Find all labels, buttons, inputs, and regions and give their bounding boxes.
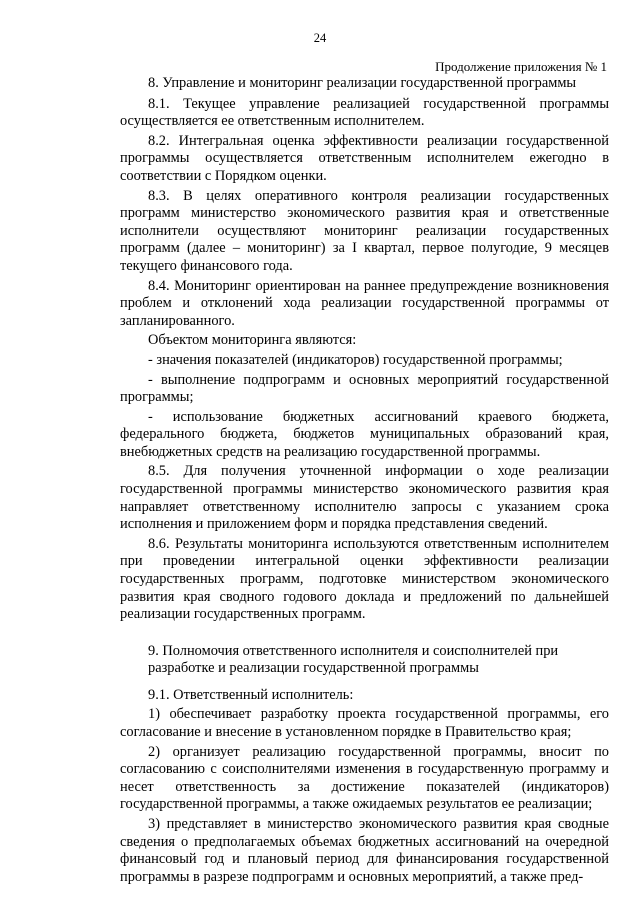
appendix-continuation-label: Продолжение приложения № 1 — [435, 59, 607, 74]
paragraph-8-5: 8.5. Для получения уточненной информации о ходе реализации государственной программы министерство экономического развития края направляет ответственному исполнителю запросы с указанием срока исполнения и приложением форм и порядка представления сведений. — [120, 463, 609, 533]
paragraph-8-3: 8.3. В целях оперативного контроля реализации государственных программ министерство экономического развития края и ответственные исполнители осуществляют мониторинг реализации государственных программ (далее – мониторинг) за I квартал, первое полугодие, 9 месяцев текущего финансового года. — [120, 187, 609, 274]
section-8-heading: 8. Управление и мониторинг реализации государственной программы — [148, 75, 577, 91]
paragraph-9-1: 9.1. Ответственный исполнитель: — [148, 686, 354, 703]
paragraph-8-4: 8.4. Мониторинг ориентирован на раннее предупреждение возникновения проблем и отклонений хода реализации государственной программы от запланированного. — [120, 277, 609, 329]
section-9-heading-text: 9. Полномочия ответственного исполнителя и соисполнителей при разработке и реализации государственной программы — [148, 642, 559, 676]
monitoring-objects-intro: Объектом мониторинга являются: — [148, 332, 357, 349]
page-number: 24 — [313, 31, 327, 45]
document-body — [120, 75, 609, 888]
monitoring-object-item: - использование бюджетных ассигнований краевого бюджета, федерального бюджета, бюджетов муниципальных образований края, внебюджетных средств на реализацию государственной программы. — [120, 408, 609, 460]
section-9-heading — [120, 643, 609, 677]
monitoring-object-item: - выполнение подпрограмм и основных мероприятий государственной программы; — [120, 371, 609, 406]
duty-item: 1) обеспечивает разработку проекта государственной программы, его согласование и внесение в установленном порядке в Правительство края; — [120, 706, 609, 740]
monitoring-object-item: - значения показателей (индикаторов) государственной программы; — [148, 351, 563, 368]
paragraph-8-1: 8.1. Текущее управление реализацией государственной программы осуществляется ее ответственным исполнителем. — [120, 95, 609, 130]
duty-item: 2) организует реализацию государственной программы, вносит по согласованию с соисполнителями изменения в государственную программу и несет ответственность за достижение показателей (индикаторов) государственной программы, а также ожидаемых результатов ее реализации; — [120, 743, 609, 813]
paragraph-8-6: 8.6. Результаты мониторинга используются ответственным исполнителем при проведении интегральной оценки эффективности реализации государственных программ, подготовке министерством экономического развития края сводного годового доклада и предложений по дальнейшей реализации государственных программ. — [120, 535, 609, 623]
paragraph-8-2: 8.2. Интегральная оценка эффективности реализации государственной программы осуществляется ответственным исполнителем ежегодно в соответствии с Порядком оценки. — [120, 132, 609, 184]
duty-item: 3) представляет в министерство экономического развития края сводные сведения о предполагаемых объемах бюджетных ассигнований на очередной финансовый год и плановый период для финансирования государственной программы в разрезе подпрограмм и основных мероприятий, а также пред- — [120, 815, 609, 885]
